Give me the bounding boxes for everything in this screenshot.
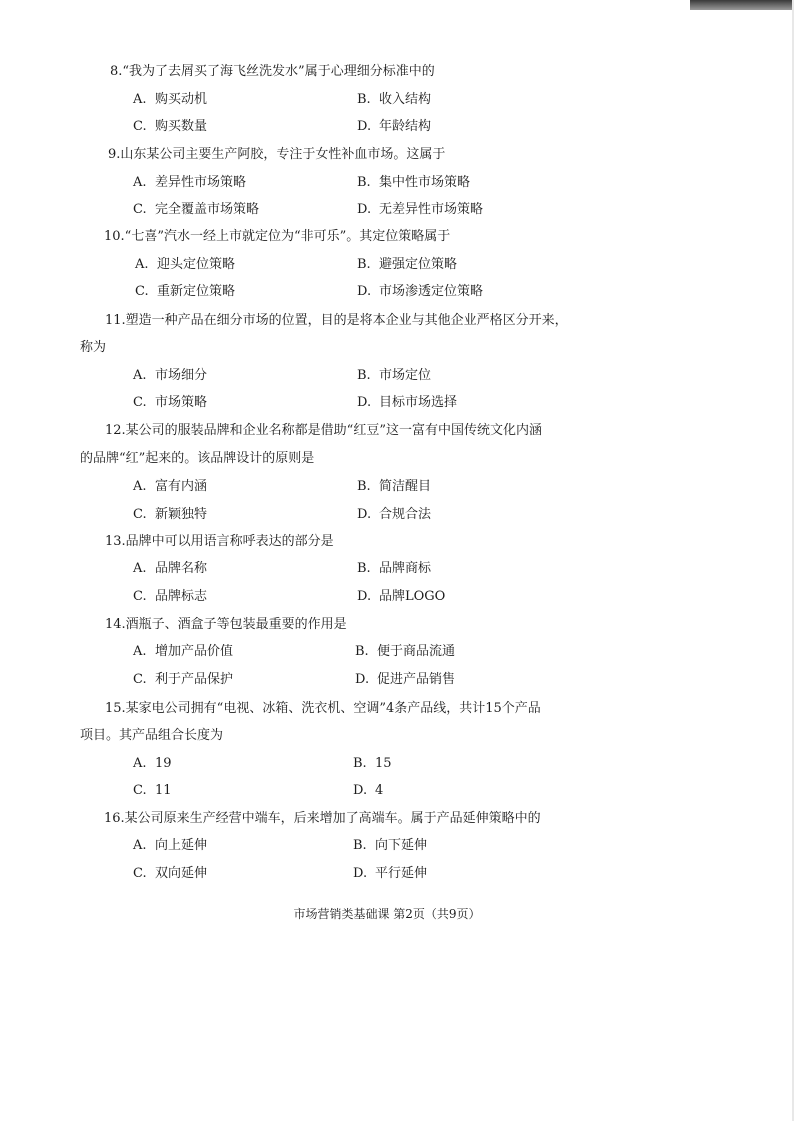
- question-15-option-a: [133, 756, 172, 772]
- option-letter: C.: [133, 783, 147, 798]
- question-14-option-a: [133, 644, 233, 660]
- option-text: 15: [375, 756, 392, 771]
- option-text: 市场定位: [379, 368, 432, 383]
- question-9-option-a: [133, 175, 246, 191]
- option-text: 品牌LOGO: [379, 589, 446, 604]
- option-letter: B.: [357, 92, 371, 107]
- question-12-stem-continued: 的品牌“红”起来的。该品牌设计的原则是: [80, 451, 315, 466]
- option-letter: D.: [357, 395, 372, 410]
- option-text: 品牌商标: [379, 561, 432, 576]
- question-10-stem: 10.“七喜”汽水一经上市就定位为“非可乐”。其定位策略属于: [104, 229, 451, 244]
- option-text: 11: [155, 783, 172, 798]
- option-text: 市场渗透定位策略: [379, 284, 484, 299]
- question-12-option-a: [133, 479, 207, 495]
- option-text: 便于商品流通: [377, 644, 456, 659]
- option-letter: C.: [133, 589, 147, 604]
- question-12-option-c: [133, 507, 207, 523]
- option-letter: A.: [135, 257, 149, 272]
- question-9-option-c: [133, 202, 259, 218]
- option-letter: B.: [357, 561, 371, 576]
- question-11-option-b: [357, 368, 431, 384]
- option-text: 差异性市场策略: [155, 175, 247, 190]
- option-letter: D.: [357, 202, 372, 217]
- option-text: 品牌名称: [155, 561, 208, 576]
- question-13-option-d: [357, 589, 445, 605]
- option-text: 迎头定位策略: [157, 257, 236, 272]
- question-8-option-b: [357, 92, 431, 108]
- option-text: 集中性市场策略: [379, 175, 471, 190]
- option-text: 目标市场选择: [379, 395, 458, 410]
- page-footer: 市场营销类基础课 第2页（共9页）: [293, 907, 481, 921]
- option-letter: A.: [133, 838, 147, 853]
- option-text: 双向延伸: [155, 866, 208, 881]
- question-15-stem-continued: 项目。其产品组合长度为: [80, 728, 224, 743]
- option-letter: C.: [133, 866, 147, 881]
- option-text: 增加产品价值: [155, 644, 234, 659]
- option-text: 避强定位策略: [379, 257, 458, 272]
- question-11-option-a: [133, 368, 207, 384]
- question-16-stem: 16.某公司原来生产经营中端车，后来增加了高端车。属于产品延伸策略中的: [104, 811, 541, 826]
- option-text: 完全覆盖市场策略: [155, 202, 260, 217]
- question-8-stem: 8.“我为了去屑买了海飞丝洗发水”属于心理细分标准中的: [110, 64, 435, 79]
- option-text: 品牌标志: [155, 589, 208, 604]
- option-letter: B.: [357, 479, 371, 494]
- option-text: 向上延伸: [155, 838, 208, 853]
- option-letter: C.: [133, 202, 147, 217]
- option-text: 市场细分: [155, 368, 208, 383]
- option-text: 无差异性市场策略: [379, 202, 484, 217]
- question-13-stem: 13.品牌中可以用语言称呼表达的部分是: [105, 534, 334, 549]
- option-text: 向下延伸: [375, 838, 428, 853]
- option-letter: B.: [357, 368, 371, 383]
- question-14-option-d: [355, 672, 455, 688]
- option-text: 购买数量: [155, 119, 208, 134]
- question-14-option-c: [133, 672, 233, 688]
- option-letter: A.: [133, 644, 147, 659]
- option-text: 促进产品销售: [377, 672, 456, 687]
- question-10-option-c: [135, 284, 235, 300]
- question-11-stem: 11.塑造一种产品在细分市场的位置，目的是将本企业与其他企业严格区分开来，: [105, 313, 568, 328]
- question-11-option-c: [133, 395, 207, 411]
- question-12-option-b: [357, 479, 431, 495]
- option-letter: C.: [133, 672, 147, 687]
- option-text: 收入结构: [379, 92, 432, 107]
- question-15-option-b: [353, 756, 392, 772]
- option-letter: B.: [353, 838, 367, 853]
- question-13-option-a: [133, 561, 207, 577]
- question-16-option-c: [133, 866, 207, 882]
- option-text: 简洁醒目: [379, 479, 432, 494]
- option-text: 购买动机: [155, 92, 208, 107]
- question-10-option-d: [357, 284, 483, 300]
- option-text: 重新定位策略: [157, 284, 236, 299]
- question-8-option-d: [357, 119, 431, 135]
- option-letter: A.: [133, 92, 147, 107]
- option-text: 富有内涵: [155, 479, 208, 494]
- question-13-option-b: [357, 561, 431, 577]
- question-16-option-d: [353, 866, 427, 882]
- option-letter: A.: [133, 561, 147, 576]
- option-letter: B.: [357, 175, 371, 190]
- option-letter: D.: [355, 672, 370, 687]
- option-text: 4: [375, 783, 384, 798]
- option-text: 利于产品保护: [155, 672, 234, 687]
- question-9-option-b: [357, 175, 470, 191]
- question-11-stem-continued: 称为: [80, 340, 107, 355]
- option-letter: A.: [133, 756, 147, 771]
- question-9-stem: 9.山东某公司主要生产阿胶，专注于女性补血市场。这属于: [108, 147, 446, 162]
- option-letter: B.: [355, 644, 369, 659]
- option-letter: D.: [353, 783, 368, 798]
- option-letter: D.: [357, 507, 372, 522]
- option-text: 19: [155, 756, 172, 771]
- question-14-stem: 14.酒瓶子、酒盒子等包装最重要的作用是: [105, 617, 347, 632]
- option-letter: D.: [357, 589, 372, 604]
- option-text: 新颖独特: [155, 507, 208, 522]
- option-letter: C.: [133, 119, 147, 134]
- option-letter: B.: [353, 756, 367, 771]
- question-9-option-d: [357, 202, 483, 218]
- question-8-option-c: [133, 119, 207, 135]
- option-letter: B.: [357, 257, 371, 272]
- option-letter: C.: [133, 507, 147, 522]
- question-16-option-b: [353, 838, 427, 854]
- question-10-option-b: [357, 257, 457, 273]
- question-12-option-d: [357, 507, 431, 523]
- question-16-option-a: [133, 838, 207, 854]
- option-letter: A.: [133, 368, 147, 383]
- option-text: 平行延伸: [375, 866, 428, 881]
- question-10-option-a: [135, 257, 235, 273]
- option-text: 市场策略: [155, 395, 208, 410]
- option-letter: A.: [133, 175, 147, 190]
- question-13-option-c: [133, 589, 207, 605]
- option-letter: D.: [357, 284, 372, 299]
- option-letter: D.: [353, 866, 368, 881]
- question-15-option-d: [353, 783, 383, 799]
- question-15-stem: 15.某家电公司拥有“电视、冰箱、洗衣机、空调”4条产品线，共计15个产品: [105, 701, 541, 716]
- question-12-stem: 12.某公司的服装品牌和企业名称都是借助“红豆”这一富有中国传统文化内涵: [105, 423, 542, 438]
- option-text: 合规合法: [379, 507, 432, 522]
- option-letter: C.: [133, 395, 147, 410]
- option-letter: D.: [357, 119, 372, 134]
- question-15-option-c: [133, 783, 172, 799]
- option-text: 年龄结构: [379, 119, 432, 134]
- option-letter: A.: [133, 479, 147, 494]
- question-14-option-b: [355, 644, 455, 660]
- option-letter: C.: [135, 284, 149, 299]
- question-8-option-a: [133, 92, 207, 108]
- question-11-option-d: [357, 395, 457, 411]
